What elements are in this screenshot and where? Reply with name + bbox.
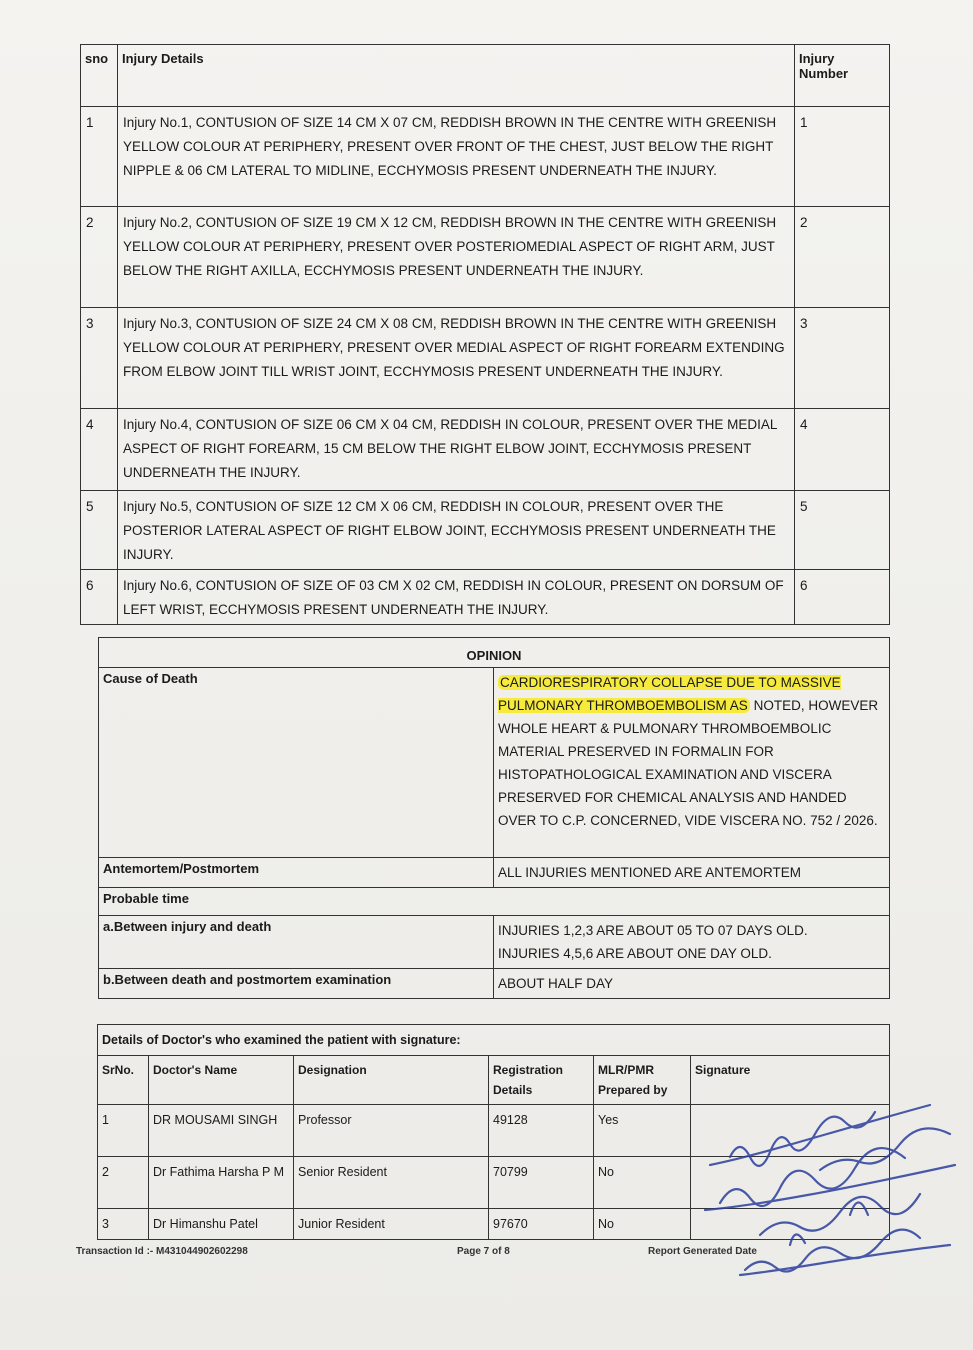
doctor-prepared: No (594, 1209, 691, 1240)
doctor-designation: Senior Resident (294, 1157, 489, 1209)
antemortem-label: Antemortem/Postmortem (99, 858, 494, 888)
injury-details: Injury No.5, CONTUSION OF SIZE 12 CM X 06 CM, REDDISH IN COLOUR, PRESENT OVER THE POSTERIOR LATERAL ASPECT OF RIGHT ELBOW JOINT, ECCHYMOSIS PRESENT UNDERNEATH THE INJURY. (118, 491, 795, 570)
doctor-name: DR MOUSAMI SINGH (149, 1105, 294, 1157)
injury-sno: 4 (81, 409, 118, 491)
cause-continued: NOTED, HOWEVER WHOLE HEART & PULMONARY THROMBOEMBOLIC MATERIAL PRESERVED IN FORMALIN FOR HISTOPATHOLOGICAL EXAMINATION AND VISCERA PRESERVED FOR CHEMICAL ANALYSIS AND HANDED OVER TO C.P. CONCERNED, VIDE VISCERA NO. 752 / 2026. (498, 698, 879, 828)
injury-number-header: Injury Number (795, 45, 890, 107)
page-number: Page 7 of 8 (457, 1246, 510, 1257)
death-pm-label: b.Between death and postmortem examination (99, 969, 494, 999)
injury-age-line: INJURIES 4,5,6 ARE ABOUT ONE DAY OLD. (498, 946, 772, 961)
injury-death-row (99, 916, 890, 969)
injury-table (80, 44, 890, 625)
prepared-by-header: MLR/PMR Prepared by (594, 1056, 691, 1105)
injury-number: 1 (795, 107, 890, 207)
injury-sno: 6 (81, 570, 118, 625)
injury-number: 6 (795, 570, 890, 625)
injury-number: 3 (795, 308, 890, 409)
doctor-prepared: No (594, 1157, 691, 1209)
opinion-heading: OPINION (99, 638, 890, 668)
death-pm-value: ABOUT HALF DAY (494, 969, 890, 999)
doctor-designation: Professor (294, 1105, 489, 1157)
signature-header: Signature (691, 1056, 890, 1105)
opinion-table (98, 637, 890, 999)
injury-sno: 3 (81, 308, 118, 409)
injury-row (81, 308, 890, 409)
injury-age-line: INJURIES 1,2,3 ARE ABOUT 05 TO 07 DAYS OLD. (498, 923, 808, 938)
doctor-designation: Junior Resident (294, 1209, 489, 1240)
srno-header: SrNo. (98, 1056, 149, 1105)
cause-of-death-row (99, 668, 890, 858)
injury-row (81, 207, 890, 308)
opinion-heading-row (99, 638, 890, 668)
injury-row (81, 107, 890, 207)
injury-row (81, 491, 890, 570)
report-generated: Report Generated Date (648, 1246, 757, 1257)
doctor-prepared: Yes (594, 1105, 691, 1157)
probable-time-label: Probable time (99, 888, 890, 916)
injury-details: Injury No.4, CONTUSION OF SIZE 06 CM X 04 CM, REDDISH IN COLOUR, PRESENT OVER THE MEDIAL ASPECT OF RIGHT FOREARM, 15 CM BELOW THE RIGHT ELBOW JOINT, ECCHYMOSIS PRESENT UNDERNEATH THE INJURY. (118, 409, 795, 491)
injury-details: Injury No.1, CONTUSION OF SIZE 14 CM X 07 CM, REDDISH BROWN IN THE CENTRE WITH GREENISH YELLOW COLOUR AT PERIPHERY, PRESENT OVER FRONT OF THE CHEST, JUST BELOW THE RIGHT NIPPLE & 06 CM LATERAL TO MIDLINE, ECCHYMOSIS PRESENT UNDERNEATH THE INJURY. (118, 107, 795, 207)
highlighted-cause: CARDIORESPIRATORY COLLAPSE DUE TO MASSIVE PULMONARY THROMBOEMBOLISM AS (498, 675, 841, 713)
doctor-srno: 1 (98, 1105, 149, 1157)
injury-sno: 2 (81, 207, 118, 308)
antemortem-value: ALL INJURIES MENTIONED ARE ANTEMORTEM (494, 858, 890, 888)
cause-of-death-value (494, 668, 890, 858)
signature-stamp-mark (700, 1095, 970, 1335)
injury-details-header: Injury Details (118, 45, 795, 107)
doctor-registration: 49128 (489, 1105, 594, 1157)
injury-row (81, 409, 890, 491)
injury-number: 5 (795, 491, 890, 570)
doctors-title: Details of Doctor's who examined the patient with signature: (98, 1025, 890, 1056)
doctor-name-header: Doctor's Name (149, 1056, 294, 1105)
injury-number: 2 (795, 207, 890, 308)
cause-of-death-label: Cause of Death (99, 668, 494, 858)
sno-header: sno (81, 45, 118, 107)
injury-sno: 5 (81, 491, 118, 570)
probable-time-row (99, 888, 890, 916)
injury-details: Injury No.6, CONTUSION OF SIZE OF 03 CM X 02 CM, REDDISH IN COLOUR, PRESENT ON DORSUM OF LEFT WRIST, ECCHYMOSIS PRESENT UNDERNEATH THE INJURY. (118, 570, 795, 625)
injury-sno: 1 (81, 107, 118, 207)
doctor-srno: 2 (98, 1157, 149, 1209)
doctors-title-row (98, 1025, 890, 1056)
doctor-name: Dr Himanshu Patel (149, 1209, 294, 1240)
doctor-registration: 97670 (489, 1209, 594, 1240)
doctor-srno: 3 (98, 1209, 149, 1240)
injury-details: Injury No.2, CONTUSION OF SIZE 19 CM X 12 CM, REDDISH BROWN IN THE CENTRE WITH GREENISH YELLOW COLOUR AT PERIPHERY, PRESENT OVER POSTERIOMEDIAL ASPECT OF RIGHT ARM, JUST BELOW THE RIGHT AXILLA, ECCHYMOSIS PRESENT UNDERNEATH THE INJURY. (118, 207, 795, 308)
injury-death-label: a.Between injury and death (99, 916, 494, 969)
registration-header: Registration Details (489, 1056, 594, 1105)
doctor-name: Dr Fathima Harsha P M (149, 1157, 294, 1209)
injury-table-header (81, 45, 890, 107)
designation-header: Designation (294, 1056, 489, 1105)
injury-death-value (494, 916, 890, 969)
injury-row (81, 570, 890, 625)
death-pm-row (99, 969, 890, 999)
antemortem-row (99, 858, 890, 888)
doctor-registration: 70799 (489, 1157, 594, 1209)
injury-number: 4 (795, 409, 890, 491)
transaction-id: Transaction Id :- M431044902602298 (76, 1246, 248, 1257)
injury-details: Injury No.3, CONTUSION OF SIZE 24 CM X 08 CM, REDDISH BROWN IN THE CENTRE WITH GREENISH YELLOW COLOUR AT PERIPHERY, PRESENT OVER MEDIAL ASPECT OF RIGHT FOREARM EXTENDING FROM ELBOW JOINT TILL WRIST JOINT, ECCHYMOSIS PRESENT UNDERNEATH THE INJURY. (118, 308, 795, 409)
